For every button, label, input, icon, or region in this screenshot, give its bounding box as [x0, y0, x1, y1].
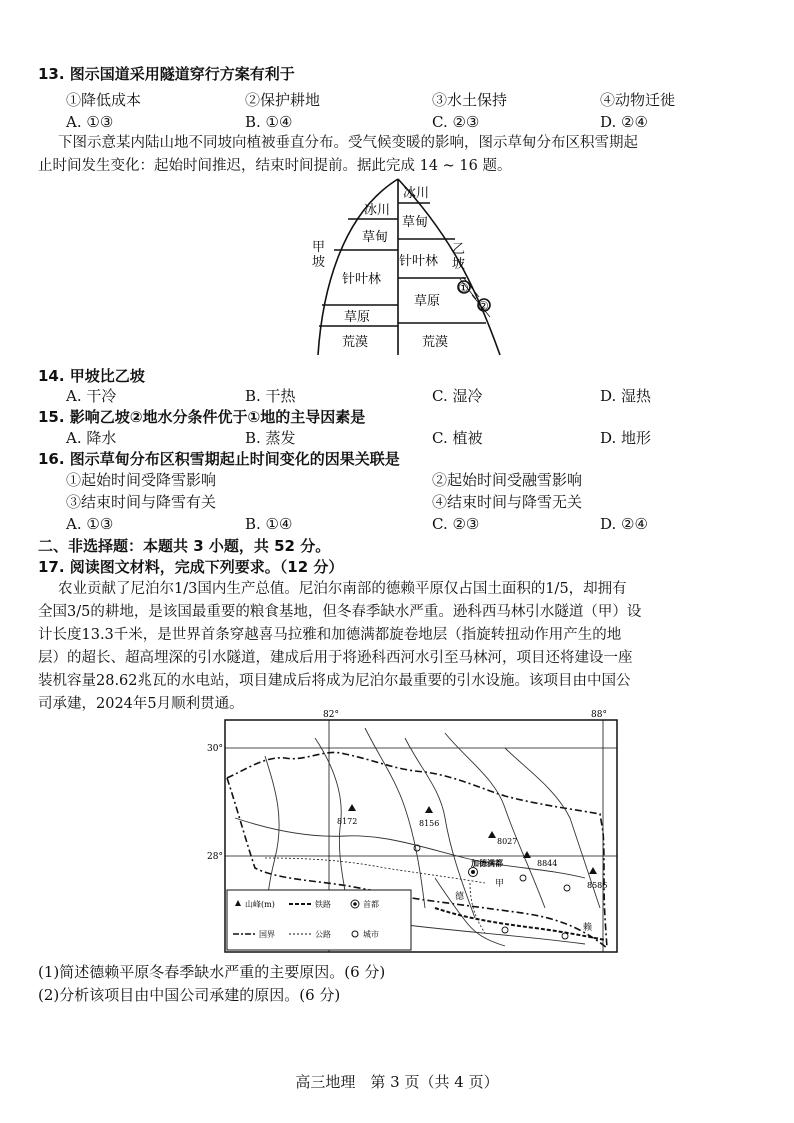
peak-8156-icon	[425, 806, 433, 813]
q13-item-2: ②保护耕地	[245, 91, 321, 109]
left-zone-conifer: 针叶林	[342, 272, 382, 287]
left-zone-glacier: 冰川	[364, 203, 391, 218]
q16-option-d: D. ②④	[600, 515, 648, 533]
q13-item-3: ③水土保持	[432, 91, 508, 109]
q17-para-line-1: 农业贡献了尼泊尔1/3国内生产总值。尼泊尔南部的德赖平原仅占国土面积的1/5，却拥有	[58, 581, 627, 597]
left-slope-label: 甲坡	[312, 240, 326, 270]
right-slope-label: 乙坡	[452, 242, 466, 272]
legend-border: 国界	[259, 930, 275, 939]
peak-8844: 8844	[537, 859, 558, 868]
marker-1: ①	[458, 281, 469, 295]
q17-para-line-5: 装机容量28.62兆瓦的水电站，项目建成后将成为尼泊尔最重要的引水设施。该项目由中国公	[38, 673, 631, 689]
lon-88-label: 88°	[591, 710, 607, 720]
q15-option-c: C. 植被	[432, 429, 483, 447]
q13-option-a: A. ①③	[66, 113, 114, 131]
q16-option-a: A. ①③	[66, 515, 114, 533]
lat-30-label: 30°	[207, 744, 223, 754]
intro-line-1: 下图示意某内陆山地不同坡向植被垂直分布。受气候变暖的影响，图示草甸分布区积雪期起	[58, 135, 638, 151]
left-zone-meadow: 草甸	[362, 230, 389, 245]
capital-label: 加德满都	[471, 858, 503, 868]
right-zone-glacier: 冰川	[403, 186, 430, 201]
q13-stem: 13. 图示国道采用隧道穿行方案有利于	[38, 65, 295, 83]
peak-8586-icon	[589, 867, 597, 874]
q17-para-line-6: 司承建，2024年5月顺利贯通。	[38, 696, 244, 712]
plain-lai-label: 赖	[583, 923, 593, 933]
q13-option-c: C. ②③	[432, 113, 480, 131]
marker-2: ②	[478, 299, 489, 313]
left-zone-steppe: 草原	[344, 310, 371, 325]
q13-option-b: B. ①④	[245, 113, 293, 131]
vegetation-zone-diagram	[300, 175, 515, 365]
q17-para-line-2: 全国3/5的耕地，是该国最重要的粮食基地，但冬春季缺水严重。逊科西马林引水隧道（甲）设	[38, 604, 642, 620]
legend-city: 城市	[363, 930, 379, 939]
q15-option-b: B. 蒸发	[245, 429, 296, 447]
intro-line-2: 止时间发生变化：起始时间推迟，结束时间提前。据此完成 14 ~ 16 题。	[38, 158, 512, 174]
q16-item-2: ②起始时间受融雪影响	[432, 471, 583, 489]
q17-para-line-3: 计长度13.3千米，是世界首条穿越喜马拉雅和加德满都旋卷地层（指旋转扭动作用产生的地	[38, 627, 622, 643]
q17-sub-2: (2)分析该项目由中国公司承建的原因。(6 分)	[38, 986, 341, 1004]
q17-sub-1: (1)简述德赖平原冬春季缺水严重的主要原因。(6 分)	[38, 963, 386, 981]
legend-railway: 铁路	[315, 900, 331, 909]
legend-peak: 山峰(m)	[245, 900, 275, 909]
q14-option-b: B. 干热	[245, 387, 296, 405]
nepal-map	[205, 708, 625, 958]
section-2-heading: 二、非选择题：本题共 3 小题，共 52 分。	[38, 537, 331, 555]
peak-8586: 8586	[587, 881, 608, 890]
peak-8172-icon	[348, 804, 356, 811]
q17-stem: 17. 阅读图文材料，完成下列要求。（12 分）	[38, 558, 344, 576]
q14-option-d: D. 湿热	[600, 387, 652, 405]
peak-8844-icon	[523, 851, 531, 858]
lat-28-label: 28°	[207, 852, 223, 862]
left-zone-desert: 荒漠	[342, 335, 369, 350]
peak-8156: 8156	[419, 819, 440, 828]
right-zone-steppe: 草原	[414, 294, 441, 309]
q16-item-4: ④结束时间与降雪无关	[432, 493, 583, 511]
q15-stem: 15. 影响乙坡②地水分条件优于①地的主导因素是	[38, 408, 366, 426]
q16-option-c: C. ②③	[432, 515, 480, 533]
plain-de-label: 德	[455, 892, 465, 902]
q14-option-c: C. 湿冷	[432, 387, 483, 405]
peak-8172: 8172	[337, 817, 358, 826]
right-zone-meadow: 草甸	[402, 215, 429, 230]
q13-option-d: D. ②④	[600, 113, 648, 131]
peak-8027-icon	[488, 831, 496, 838]
q16-stem: 16. 图示草甸分布区积雪期起止时间变化的因果关联是	[38, 450, 400, 468]
legend-road: 公路	[315, 930, 331, 939]
q15-option-a: A. 降水	[66, 429, 117, 447]
lon-82-label: 82°	[323, 710, 339, 720]
right-zone-conifer: 针叶林	[399, 254, 439, 269]
peak-8027: 8027	[497, 837, 518, 846]
q16-item-1: ①起始时间受降雪影响	[66, 471, 217, 489]
right-zone-desert: 荒漠	[422, 335, 449, 350]
page-footer: 高三地理 第 3 页（共 4 页）	[295, 1073, 499, 1091]
q14-option-a: A. 干冷	[66, 387, 117, 405]
q17-para-line-4: 层）的超长、超高埋深的引水隧道，建成后用于将逊科西河水引至马林河，项目还将建设一座	[38, 650, 633, 666]
legend-capital: 首都	[363, 900, 379, 909]
legend-box	[227, 890, 411, 950]
q16-item-3: ③结束时间与降雪有关	[66, 493, 217, 511]
q15-option-d: D. 地形	[600, 429, 652, 447]
q14-stem: 14. 甲坡比乙坡	[38, 367, 145, 385]
q13-item-4: ④动物迁徙	[600, 91, 676, 109]
q16-option-b: B. ①④	[245, 515, 293, 533]
q13-item-1: ①降低成本	[66, 91, 142, 109]
tunnel-jia-label: 甲	[495, 879, 505, 889]
